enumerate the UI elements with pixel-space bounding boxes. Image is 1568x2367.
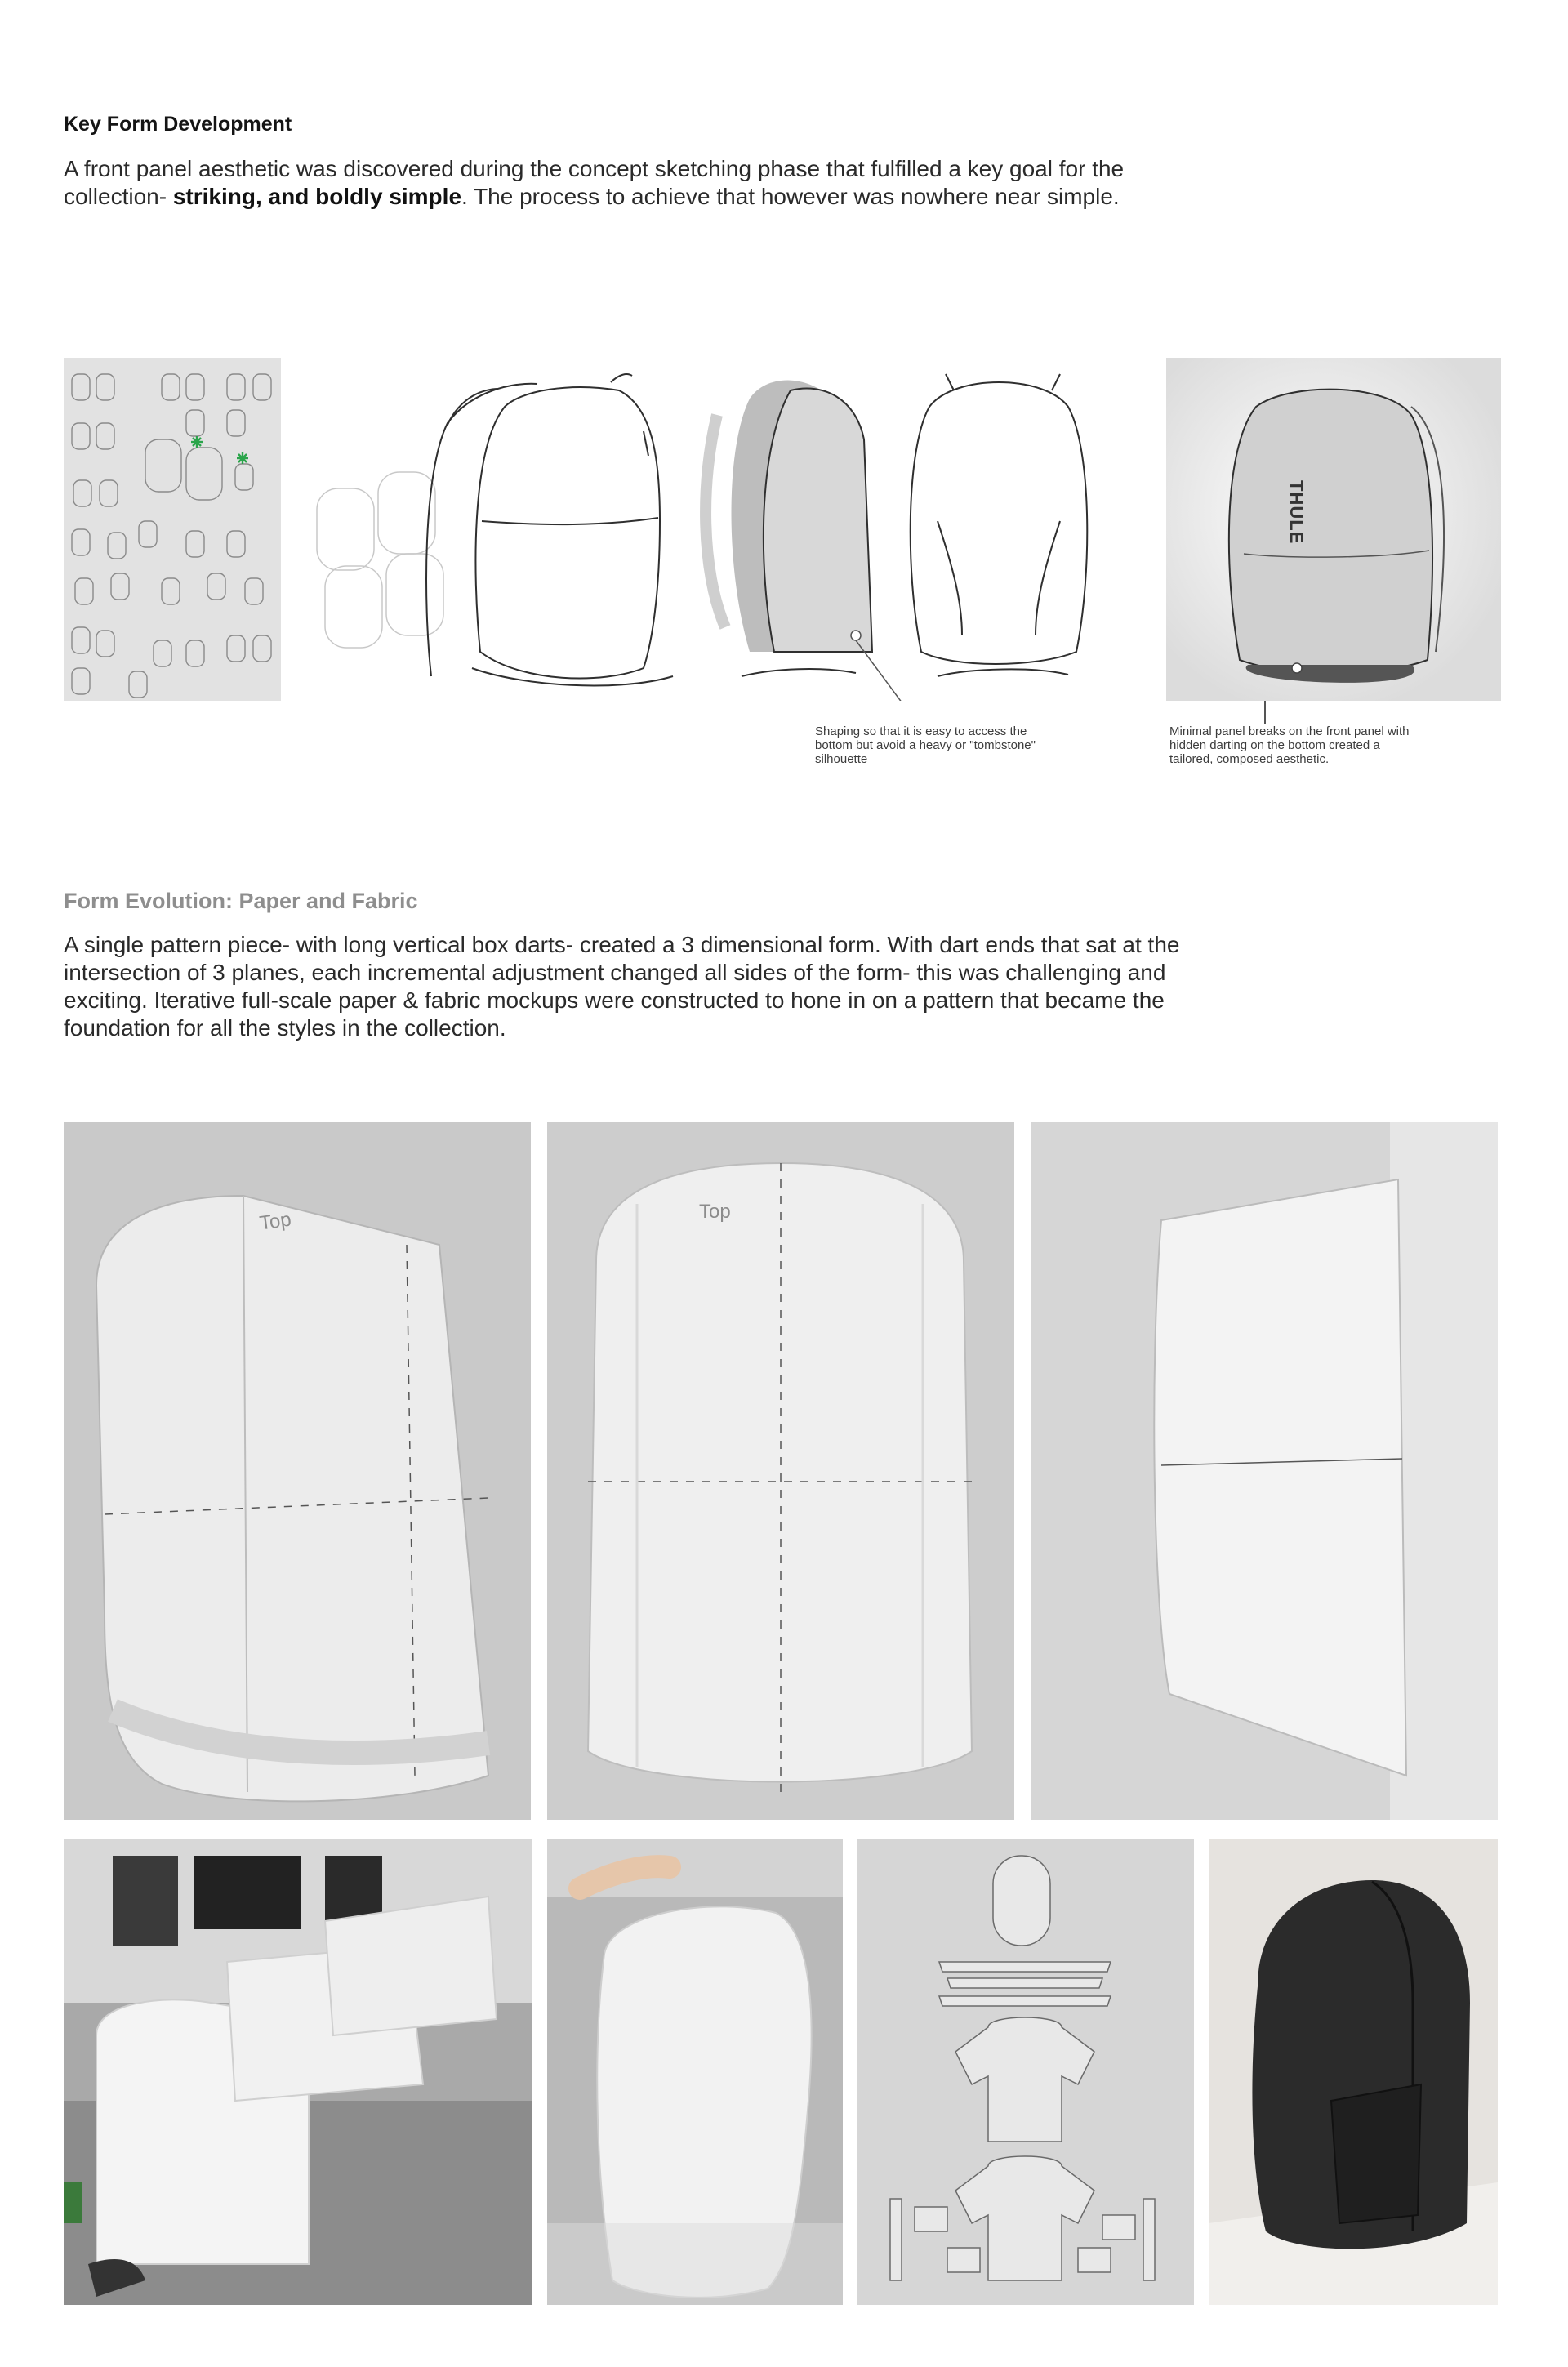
- sketch-rendered-drawing: [1166, 358, 1501, 701]
- fabric-prototype-drawing: [1209, 1839, 1498, 2305]
- caption-panel-breaks: Minimal panel breaks on the front panel with hidden darting on the bottom created a tailored, composed aesthetic.: [1169, 724, 1410, 766]
- flat-pattern-pieces-drawing: [858, 1839, 1194, 2305]
- hand-holding-mockup-drawing: [547, 1839, 843, 2305]
- section-heading-key-form: Key Form Development: [64, 113, 292, 136]
- mockups-on-desk-drawing: [64, 1839, 532, 2305]
- sketch-backpack-side-and-front: [693, 358, 1109, 701]
- sketch-backpack-three-quarter: [309, 358, 676, 701]
- intro-bold-text: striking, and boldly simple: [172, 184, 462, 209]
- mockup-top-label: Top: [258, 1208, 293, 1235]
- photo-fabric-prototype: [1209, 1839, 1498, 2305]
- paper-mockup-front-drawing: [547, 1122, 1014, 1820]
- sketch-side-front-drawing: [693, 358, 1109, 701]
- caption-shaping: Shaping so that it is easy to access the bottom but avoid a heavy or "tombstone" silhouette: [815, 724, 1036, 766]
- photo-hand-holding-mockup: [547, 1839, 843, 2305]
- photo-mockups-on-desk: [64, 1839, 532, 2305]
- intro-text-start: A front panel aesthetic was discovered during the concept sketching phase that fulfilled a key goal for the collection-: [64, 156, 1125, 209]
- photo-paper-mockup-side: [1031, 1122, 1498, 1820]
- mockup-top-label-front: Top: [699, 1201, 731, 1223]
- form-evolution-paragraph: A single pattern piece- with long vertical box darts- created a 3 dimensional form. With dart ends that sat at the intersection of 3 planes, each incremental adjustment changed all sides of the form- this was challenging and exciting. Iterative full-scale paper & fabric mockups were constructed to hone in on a pattern that became the foundation for all the styles in the collection.: [64, 932, 1180, 1041]
- section-heading-form-evolution: Form Evolution: Paper and Fabric: [64, 889, 418, 913]
- sketch-sheet-thumbnail: [64, 358, 281, 701]
- intro-paragraph: [64, 155, 1223, 211]
- photo-flat-pattern-pieces: [858, 1839, 1194, 2305]
- sketch-sheet-drawing: [64, 358, 281, 701]
- intro-text-end: . The process to achieve that however was nowhere near simple.: [461, 184, 1120, 209]
- sketch-three-quarter-drawing: [309, 358, 676, 701]
- brand-logo: THULE: [1286, 480, 1307, 545]
- photo-paper-mockup-front: [547, 1122, 1014, 1820]
- photo-paper-mockup-angle: [64, 1122, 531, 1820]
- callout-leader-line: [1264, 701, 1266, 724]
- paper-mockup-angle-drawing: [64, 1122, 531, 1820]
- paper-mockup-side-drawing: [1031, 1122, 1498, 1820]
- sketch-rendered-backpack: [1166, 358, 1501, 701]
